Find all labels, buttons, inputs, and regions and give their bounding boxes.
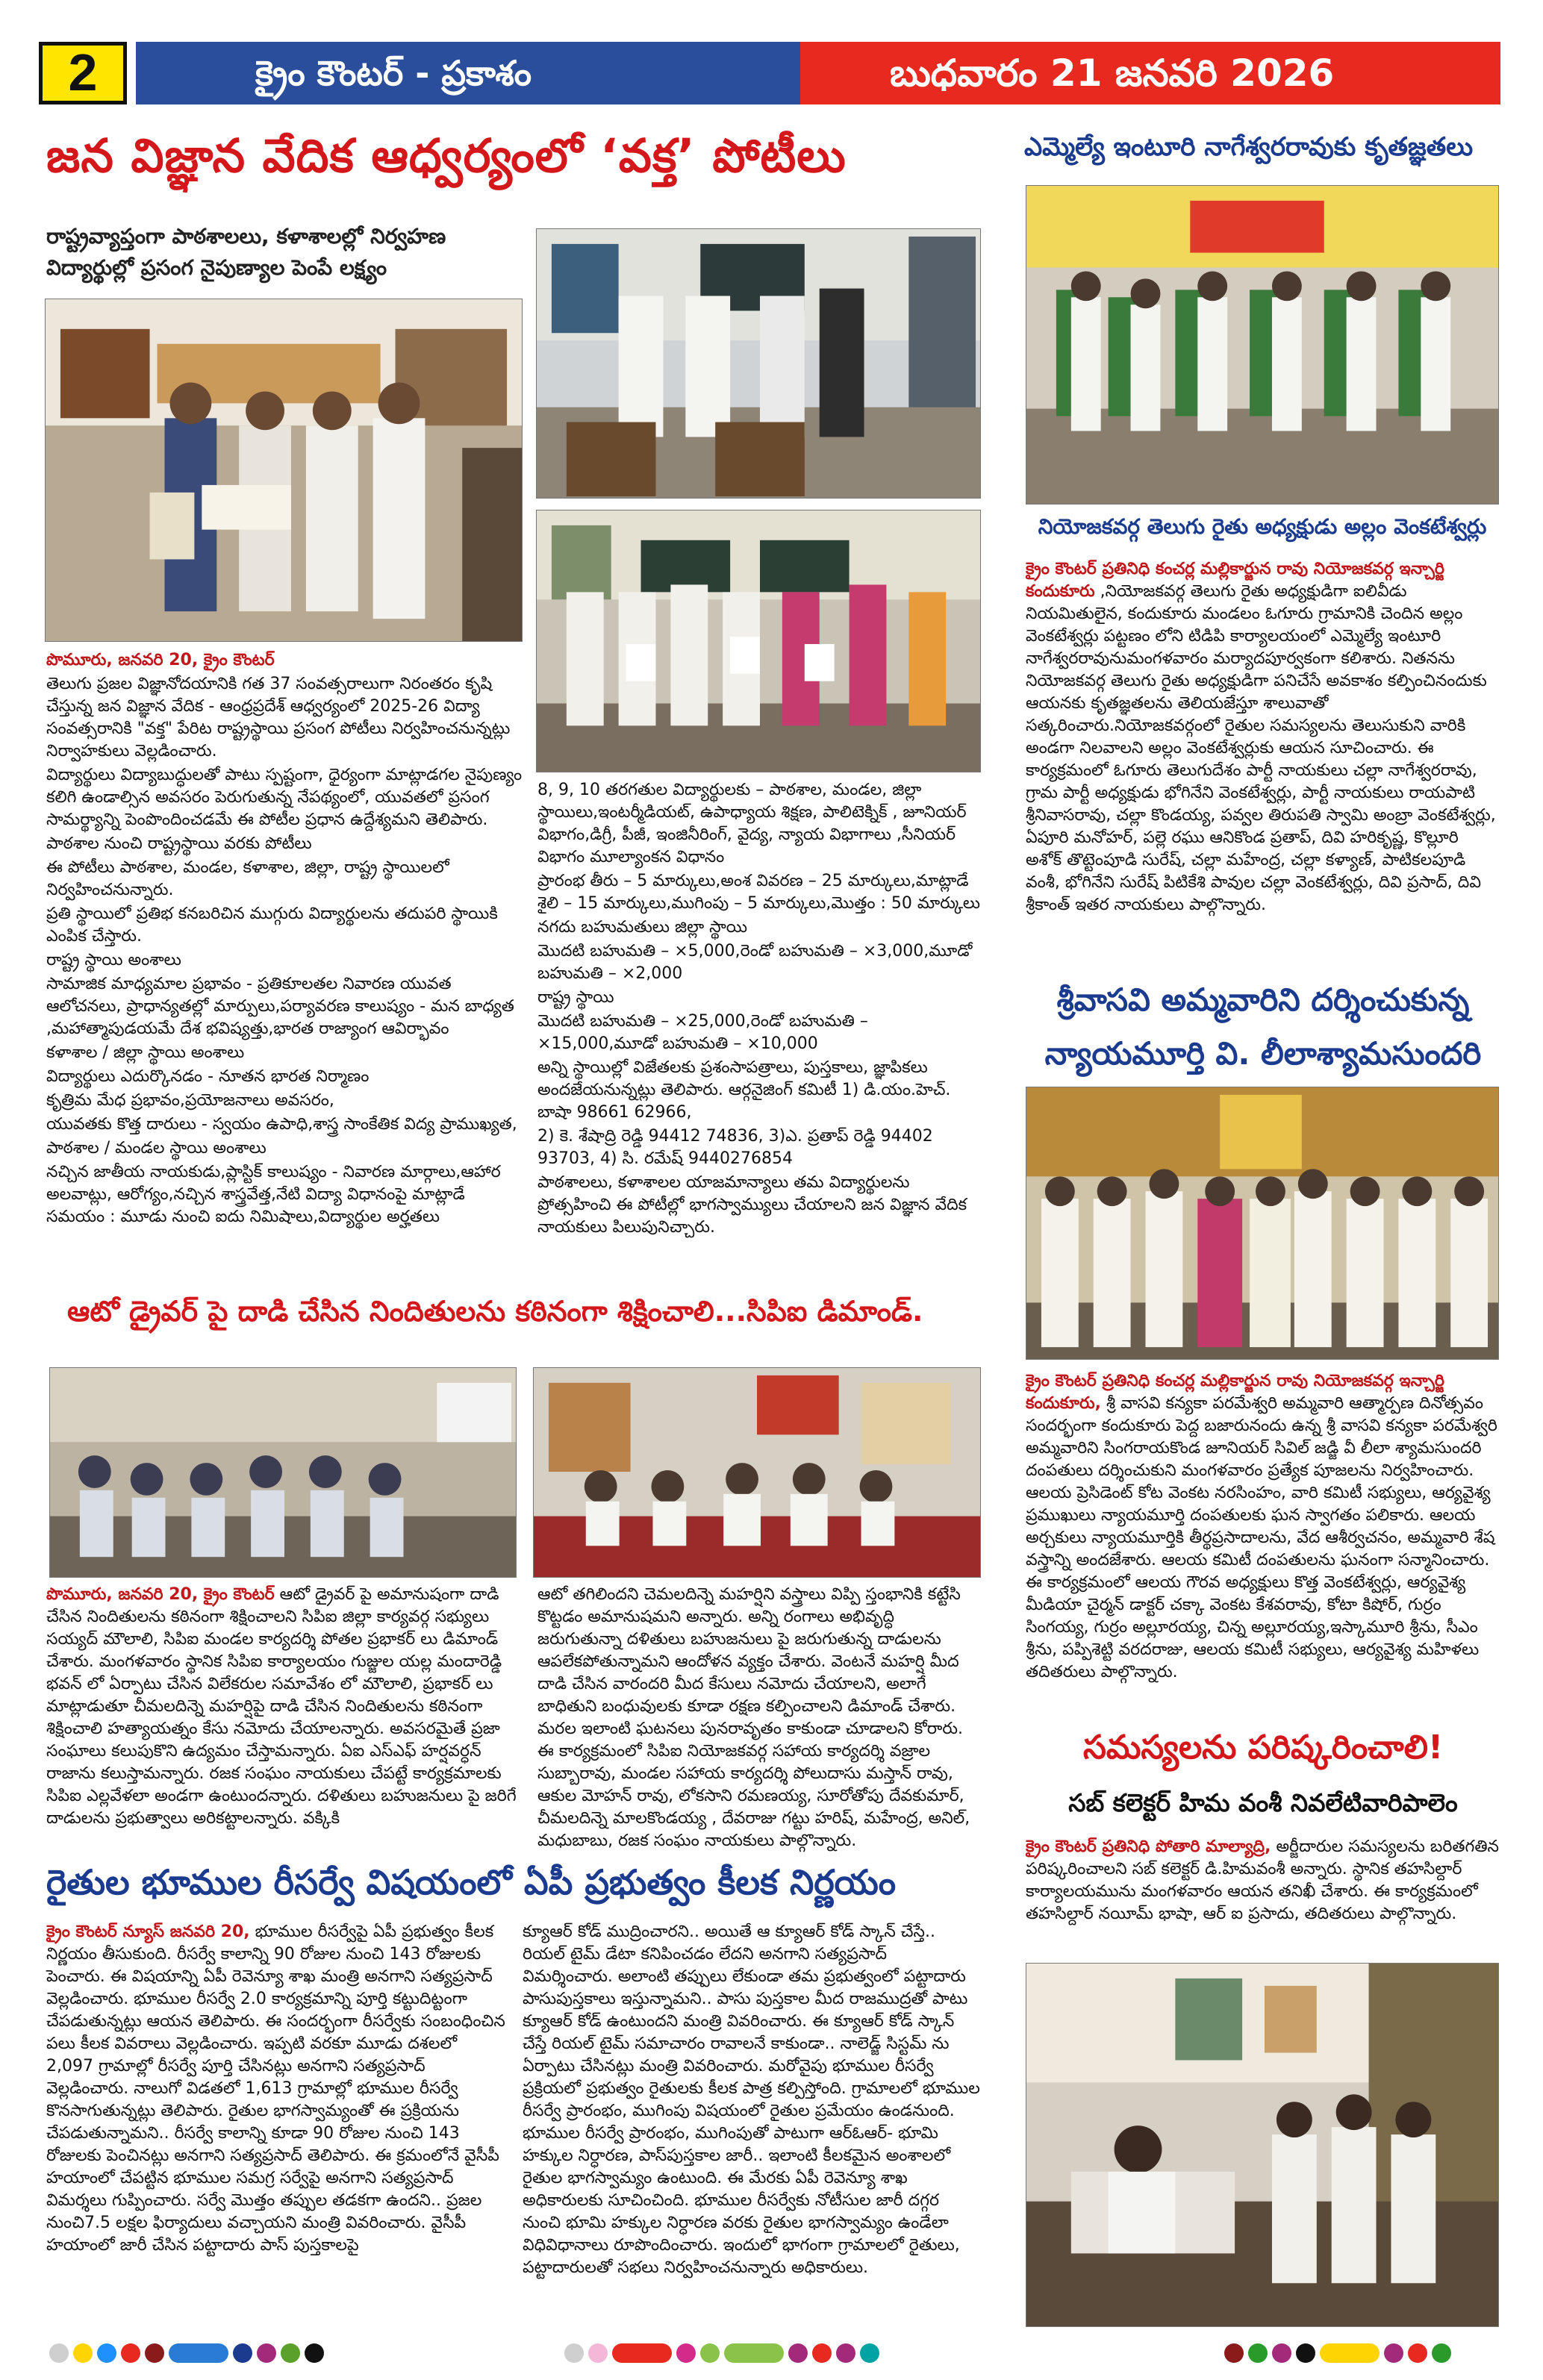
story6-dateline: క్రైం కౌంటర్ ప్రతినిధి పోతారి మాల్యాద్రి, xyxy=(1026,1837,1271,1856)
story5-headline-line-1: శ్రీవాసవి అమ్మవారిని దర్శించుకున్న xyxy=(1056,981,1470,1018)
story2-text-1: ఆటో డ్రైవర్ పై అమానుషంగా దాడి చేసిన నిందితులను కఠినంగా శిక్షించాలని సిపిఐ జిల్లా కార్యవర్గ సభ్యులు సయ్యద్ మౌలాలి, సిపిఐ మండల కార్యదర్శి పోతల ప్రభాకర్ లు డిమాండ్ చేశారు. మంగళవారం స్థానిక సిపిఐ కార్యాలయం గుజ్జుల యల్ల మందారెడ్డి భవన్ లో ఏర్పాటు చేసిన విలేకరుల సమావేశం లో మౌలాలి, ప్రభాకర్ లు మాట్లాడుతూ చీమలదిన్నె మహర్షిపై దాడి చేసిన నిందితులను కఠినంగా శిక్షించాలి హత్యాయత్నం కేసు నమోదు చేయాలన్నారు. అవసరమైతే ప్రజా సంఘాలు కలుపుకొని ఉద్యమం చేస్తామన్నారు. ఏఐ ఎస్ఎఫ్ హర్షవర్ధన్ రాజాను కలుస్తామన్నారు. రజక సంఘం నాయకులు చేపట్టే కార్యక్రమాలకు సిపిఐ ఎల్లవేళలా అండగా ఉంటుందన్నారు. దళితులు బహుజనులు పై జరిగే దాడులను ప్రభుత్వాలు అరికట్టాలన్నారు. వక్కికి xyxy=(46,1585,517,1828)
story1-subhead-1: రాష్ట్రవ్యాప్తంగా పాఠశాలలు, కళాశాలల్లో నిర్వహణ xyxy=(46,224,446,249)
story1-paragraph: నచ్చిన జాతీయ నాయకుడు,ప్లాస్టిక్ కాలుష్యం - నివారణ మార్గాలు,ఆహార అలవాట్లు, ఆరోగ్యం,నచ్చిన శాస్త్రవేత్త,నేటి విద్యా విధానంపై మాట్లాడే సమయం : మూడు నుంచి ఐదు నిమిషాలు,విద్యార్థుల అర్హతలు xyxy=(46,1163,501,1226)
story1-column-2 xyxy=(537,779,981,1240)
story3-headline: రైతుల భూముల రీసర్వే విషయంలో ఏపీ ప్రభుత్వం కీలక నిర్ణయం xyxy=(46,1862,897,1902)
story1-paragraph: సామాజిక మాధ్యమాల ప్రభావం - ప్రతికూలతల నివారణ యువత ఆలోచనలు, ప్రాధాన్యతల్లో మార్పులు,పర్యావరణ కాలుష్యం - మన బాధ్యత ,మహాత్మాపుడయమే దేశ భవిష్యత్తు,భారత రాజ్యాంగ ఆవిర్భావం xyxy=(46,975,514,1038)
story6-body xyxy=(1026,1836,1499,1925)
footer-dots-right xyxy=(1224,2343,1538,2363)
story4-dateline: క్రైం కౌంటర్ ప్రతినిధి కంచర్ల మల్లికార్జున రావు నియోజకవర్గ ఇన్చార్జి కందుకూరు xyxy=(1026,560,1444,601)
story1-paragraph: విద్యార్థులు విద్యాబుద్ధులతో పాటు స్పష్టంగా, ధైర్యంగా మాట్లాడగల నైపుణ్యం కలిగి ఉండాల్సిన అవసరం పెరుగుతున్న నేపథ్యంలో, యువతలో ప్రసంగ సామర్థ్యాన్ని పెంపొందించడమే ఈ పోటీల ప్రధాన ఉద్దేశ్యమని తెలిపారు. xyxy=(46,766,523,829)
footer-dots-middle xyxy=(564,2343,1012,2363)
story3-column-2 xyxy=(523,1921,981,2279)
story1-column-1 xyxy=(46,649,523,1230)
story1-paragraph: 2) కె. శేషాద్రి రెడ్డి 94412 74836, 3)ఎ. ప్రతాప్ రెడ్డి 94402 93703, 4) సి. రమేష్ 9440276854 xyxy=(537,1127,933,1168)
story1-paragraph: ప్రతి స్థాయిలో ప్రతిభ కనబరిచిన ముగ్గురు విద్యార్థులను తదుపరి స్థాయికి ఎంపిక చేస్తారు. xyxy=(46,905,498,946)
story4-body xyxy=(1026,558,1499,916)
story5-text: శ్రీ వాసవి కన్యకా పరమేశ్వరి అమ్మవారి ఆత్మార్పణ దినోత్సవం సందర్భంగా కందుకూరు పెద్ద బజారునందు ఉన్న శ్రీ వాసవి కన్యకా పరమేశ్వరి అమ్మవారిని సింగరాయకొండ జూనియర్ సివిల్ జడ్జి వీ లీలా శ్యామసుందరి దంపతులు దర్శించుకుని మంగళవారం ప్రత్యేక పూజలను నిర్వహించారు. ఆలయ ప్రెసిడెంట్ కోట వెంకట నరసింహం, వారి కమిటీ సభ్యులు, ఆర్యవైశ్య ప్రముఖులు న్యాయమూర్తి దంపతులకు ఘన స్వాగతం పలికారు. ఆలయ అర్చకులు న్యాయమూర్తికి తీర్థప్రసాదాలను, వేద ఆశీర్వచనం, అమ్మవారి శేష వస్త్రాన్ని అందజేశారు. ఆలయ కమిటీ దంపతులను ఘనంగా సన్మానించారు. ఈ కార్యక్రమంలో ఆలయ గౌరవ అధ్యక్షులు కొత్త వెంకటేశ్వర్లు, ఆర్యవైశ్య మీడియా చైర్మన్ డాక్టర్ చక్కా వెంకట కేశవరావు, కోటా కిషోర్, గుర్రం సింగయ్య, గుర్రం అల్లూరయ్య, చిన్న అల్లూరయ్య,ఇస్కామూరి శ్రీను, సీఎం శ్రీను, పప్పిశెట్టి వరదరాజు, ఆలయ కమిటీ సభ్యులు, ఆర్యవైశ్య మహిళలు తదితరులు పాల్గొన్నారు. xyxy=(1026,1394,1497,1681)
story3-text-2: క్యూఆర్ కోడ్ ముద్రించారని.. అయితే ఆ క్యూఆర్ కోడ్ స్కాన్ చేస్తే.. రియల్ టైమ్ డేటా కనిపించడం లేదని అనగాని సత్యప్రసాద్ విమర్శించారు. అలాంటి తప్పులు లేకుండా తమ ప్రభుత్వంలో పట్టాదారు పాసుపుస్తకాలు ఇస్తున్నామని.. పాసు పుస్తకాల మీద రాజముద్రతో పాటు క్యూఆర్ కోడ్ ఉంటుందని మంత్రి వివరించారు. ఈ క్యూఆర్ కోడ్ స్కాన్ చేస్తే రియల్ టైమ్ సమాచారం రావాలనే కాకుండా.. నాలెడ్జ్ సిస్టమ్ ను ఏర్పాటు చేసినట్లు మంత్రి వివరించారు. మరోవైపు భూముల రీసర్వే ప్రక్రియలో ప్రభుత్వం రైతులకు కీలక పాత్ర కల్పిస్తోంది. గ్రామాలలో భూముల రీసర్వే ప్రారంభం, ముగింపు విషయంలో రైతుల ప్రమేయం ఉండనుంది. భూముల రీసర్వే ప్రారంభం, ముగింపుతో పాటుగా ఆర్ఓఆర్- భూమి హక్కుల నిర్ధారణ, పాస్‌పుస్తకాల జారీ.. ఇలాంటి కీలకమైన అంశాలలో రైతుల భాగస్వామ్యం ఉంటుంది. ఈ మేరకు ఏపీ రెవెన్యూ శాఖ అధికారులకు సూచించింది. భూముల రీసర్వేకు నోటీసుల జారీ దగ్గర నుంచి భూమి హక్కుల నిర్ధారణ వరకు రైతుల భాగస్వామ్యం ఉండేలా విధివిధానాలు రూపొందించారు. ఇందులో భాగంగా గ్రామాలలో రైతులు, పట్టాదారులతో సభలు నిర్వహించనున్నారు అధికారులు. xyxy=(523,1923,980,2277)
story2-dateline: పొమూరు, జనవరి 20, క్రైం కౌంటర్ xyxy=(46,1585,275,1604)
story1-paragraph: అన్ని స్థాయిల్లో విజేతలకు ప్రశంసాపత్రాలు, పుస్తకాలు, జ్ఞాపికలు అందజేయనున్నట్లు తెలిపారు. ఆర్గనైజింగ్ కమిటీ 1) డి.యం.హెచ్. బాషా 98661 62966, xyxy=(537,1058,951,1122)
story1-photo-office xyxy=(45,299,523,642)
story5-photo-temple xyxy=(1026,1087,1499,1360)
story5-headline-line-2: న్యాయమూర్తి వి. లీలాశ్యామసుందరి xyxy=(1044,1035,1482,1072)
story1-subhead-2: విద్యార్థుల్లో ప్రసంగ నైపుణ్యాల పెంపే లక్ష్యం xyxy=(46,255,387,280)
story4-text: ,నియోజకవర్గ తెలుగు రైతు అధ్యక్షుడిగా ఐలివీడు నియమితులైన, కందుకూరు మండలం ఓగూరు గ్రామానికి చెందిన అల్లం వెంకటేశ్వర్లు పట్టణం లోని టిడిపి కార్యాలయంలో ఎమ్మెల్యే ఇంటూరి నాగేశ్వరరావునుమంగళవారం మర్యాదపూర్వకంగా కలిశారు. నితనను నియోజకవర్గ తెలుగు రైతు అధ్యక్షుడిగా పనిచేసే అవకాశం కల్పించినందుకు ఆయనకు కృతజ్ఞతలను తెలియజేస్తూ శాలువాతో సత్కరించారు.నియోజకవర్గంలో రైతుల సమస్యలను తెలుసుకుని వారికి అండగా నిలవాలని అల్లం వెంకటేశ్వర్లుకు ఆయన సూచించారు. ఈ కార్యక్రమంలో ఓగూరు తెలుగుదేశం పార్టీ నాయకులు చల్లా నాగేశ్వరరావు, గ్రామ పార్టీ అధ్యక్షుడు భోగినేని వెంకటేశ్వర్లు, పార్టీ నాయకులు రాయపాటి శ్రీనివాసరావు, చల్లా కొండయ్య, పవ్వల తిరుపతి స్వామి అంబ్రా వెంకటేశ్వర్లు, ఏపూరి మనోహర్, పల్లె రఘు ఆనికొండ ప్రతాప్, దివి హరికృష్ణ, కొల్లూరి అశోక్ తొట్టెంపూడి సురేష్, చల్లా మహేంద్ర, చల్లా కళ్యాణ్, పాటికలపూడి వంశీ, భోగినేని సురేష్ పిటికేశి పావుల చల్లా వెంకటేశ్వర్లు, దివి ప్రసాద్, దివి శ్రీకాంత్ ఇతర నాయకులు పాల్గొన్నారు. xyxy=(1026,582,1496,914)
story5-body xyxy=(1026,1370,1499,1684)
section-title: క్రైం కౌంటర్ - ప్రకాశం xyxy=(136,42,800,104)
story3-dateline: క్రైం కౌంటర్ న్యూస్ జనవరి 20, xyxy=(46,1923,250,1941)
story1-paragraph: రాష్ట్ర స్థాయి xyxy=(537,988,614,1007)
footer-dots-left xyxy=(49,2343,497,2363)
story2-headline: ఆటో డ్రైవర్ పై దాడి చేసిన నిందితులను కఠినంగా శిక్షించాలి...సిపిఐ డిమాండ్. xyxy=(67,1295,923,1328)
story1-paragraph: కళాశాల / జిల్లా స్థాయి అంశాలు xyxy=(46,1043,245,1062)
story1-paragraph: కృత్రిమ మేధ ప్రభావం,ప్రయోజనాలు అవసరం, xyxy=(46,1091,334,1110)
story5-headline xyxy=(1024,973,1502,1081)
story1-paragraph: యువతకు కొత్త దారులు - స్వయం ఉపాధి,శాస్త్ర సాంకేతిక విద్య ప్రాముఖ్యత, xyxy=(46,1115,517,1134)
story3-column-1 xyxy=(46,1921,509,2257)
story2-column-1 xyxy=(46,1584,521,1830)
story1-paragraph: తెలుగు ప్రజల విజ్ఞానోదయానికి గత 37 సంవత్సరాలుగా నిరంతరం కృషి చేస్తున్న జన విజ్ఞాన వేదిక - ఆంధ్రప్రదేశ్ ఆధ్వర్యంలో 2025-26 విద్యా సంవత్సరానికి "వక్త" పేరిట రాష్ట్రస్థాయి ప్రసంగ పోటీలు నిర్వహించనున్నట్లు నిర్వాహకులు వెల్లడించారు. xyxy=(46,675,511,760)
story3-text-1: భూముల రీసర్వేపై ఏపీ ప్రభుత్వం కీలక నిర్ణయం తీసుకుంది. రీసర్వే కాలాన్ని 90 రోజుల నుంచి 143 రోజులకు పెంచారు. ఈ విషయాన్ని ఏపీ రెవెన్యూ శాఖ మంత్రి అనగాని సత్యప్రసాద్ వెల్లడించారు. భూముల రీసర్వే 2.0 కార్యక్రమాన్ని పూర్తి కట్టుదిట్టంగా చేపడుతున్నట్లు ఆయన తెలిపారు. ఈ సందర్భంగా రీసర్వేకు సంబంధించిన పలు కీలక వివరాలు వెల్లడించారు. ఇప్పటి వరకూ మూడు దశలలో 2,097 గ్రామాల్లో రీసర్వే పూర్తి చేసినట్లు అనగాని సత్యప్రసాద్ వెల్లడించారు. నాలుగో విడతలో 1,613 గ్రామాల్లో భూముల రీసర్వే కొనసాగుతున్నట్లు తెలిపారు. రైతుల భాగస్వామ్యంతో ఈ ప్రక్రియను చేపడుతున్నామని.. రీసర్వే కాలాన్ని కూడా 90 రోజుల నుంచి 143 రోజులకు పెంచినట్లు అనగాని సత్యప్రసాద్ తెలిపారు. ఈ క్రమంలోనే వైసీపీ హయాంలో చేపట్టిన భూముల సమగ్ర సర్వేపై అనగాని సత్యప్రసాద్ విమర్శలు గుప్పించారు. సర్వే మొత్తం తప్పుల తడకగా ఉందని.. ప్రజల నుంచి7.5 లక్షల ఫిర్యాదులు వచ్చాయని మంత్రి వివరించారు. వైసీపీ హయాంలో జారీ చేసిన పట్టాదారు పాస్ పుస్తకాలపై xyxy=(46,1923,505,2255)
page-number: 2 xyxy=(39,42,127,104)
issue-date: బుధవారం 21 జనవరి 2026 xyxy=(800,42,1500,104)
story1-paragraph: మొదటి బహుమతి – ×5,000,రెండో బహుమతి – ×3,000,మూడో బహుమతి – ×2,000 xyxy=(537,942,973,983)
story1-paragraph: పాఠశాలలు, కళాశాలల యాజమాన్యాలు తమ విద్యార్థులను ప్రోత్సహించి ఈ పోటీల్లో భాగస్వామ్యులు చేయాలని జన విజ్ఞాన వేదిక నాయకులు పిలుపునిచ్చారు. xyxy=(537,1173,967,1237)
story1-paragraph: పాఠశాల నుంచి రాష్ట్రస్థాయి వరకు పోటీలు xyxy=(46,834,312,853)
story1-paragraph: పాఠశాల / మండల స్థాయి అంశాలు xyxy=(46,1139,266,1158)
story6-text: అర్జీదారుల సమస్యలను బరితగతిన పరిష్కరించాలని సబ్ కలెక్టర్ డి.హిమవంశీ అన్నారు. స్థానిక తహసిల్దార్ కార్యాలయమును మంగళవారం ఆయన తనిఖీ చేశారు. ఈ కార్యక్రమంలో తహసిల్దార్ నయీమ్ భాషా, ఆర్ ఐ ప్రసాదు, తదితరులు పాల్గొన్నారు. xyxy=(1026,1837,1499,1923)
story1-dateline: పొమూరు, జనవరి 20, క్రైం కౌంటర్ xyxy=(46,651,275,669)
story1-photo-group xyxy=(536,510,981,772)
story4-photo-mla-meeting xyxy=(1026,185,1499,505)
story6-subhead: సబ్ కలెక్టర్ హిమ వంశీ నివలేటివారిపాలెం xyxy=(1068,1788,1458,1817)
story2-text-2: ఆటో తగిలిందని చెమలదిన్నె మహర్షిని వస్త్రాలు విప్పి స్తంభానికి కట్టేసి కొట్టడం అమానుషమని అన్నారు. అన్ని రంగాలు అభివృద్ధి జరుగుతున్నా దళితులు బహుజనులు పై జరుగుతున్న దాడులను ఆపలేకపోతున్నామని ఆందోళన వ్యక్తం చేశారు. వెంటనే మహర్షి మీద దాడి చేసిన వారందరి మీద కేసులు నమోదు చేయాలని, అలాగే బాధితుని బంధువులకు కూడా రక్షణ కల్పించాలని డిమాండ్ చేశారు. మరల ఇలాంటి ఘటనలు పునరావృతం కాకుండా చూడాలని కోరారు. ఈ కార్యక్రమంలో సిపిఐ నియోజకవర్గ సహాయ కార్యదర్శి వజ్రాల సుబ్బారావు, మండల సహాయ కార్యదర్శి పోలుదాసు మస్తాన్ రావు, ఆకుల మోహన్ రావు, లోకసాని రమణయ్య, సూరోతోపు దేవకుమార్, చీమలదిన్నె మాలకొండయ్య , దేవరాజు గట్టు హరిష్, మహేంద్ర, అనిల్, మధుబాబు, రజక సంఘం నాయకులు పాల్గొన్నారు. xyxy=(537,1585,970,1850)
story2-photo-meeting-1 xyxy=(49,1367,517,1578)
story2-column-2 xyxy=(537,1584,981,1852)
story1-paragraph: విద్యార్థులు ఎదుర్కొనడం - నూతన భారత నిర్మాణం xyxy=(46,1067,370,1086)
story1-subheads xyxy=(46,221,524,284)
story2-photo-meeting-2 xyxy=(533,1367,981,1578)
story4-headline: ఎమ్మెల్యే ఇంటూరి నాగేశ్వరరావుకు కృతజ్ఞతలు xyxy=(1024,132,1474,162)
story6-headline: సమస్యలను పరిష్కరించాలి! xyxy=(1082,1728,1444,1767)
story5-dateline: క్రైం కౌంటర్ ప్రతినిధి కంచర్ల మల్లికార్జున రావు నియోజకవర్గ ఇన్చార్జి కందుకూరు, xyxy=(1026,1372,1444,1413)
story1-photo-ceremony xyxy=(536,228,981,499)
story1-paragraph: ఈ పోటీలు పాఠశాల, మండల, కళాశాల, జిల్లా, రాష్ట్ర స్థాయిలలో నిర్వహించనున్నారు. xyxy=(46,858,449,899)
story1-paragraph: ప్రారంభ తీరు – 5 మార్కులు,అంశ వివరణ – 25 మార్కులు,మాట్లాడే శైలి – 15 మార్కులు,ముగింపు – 5 మార్కులు,మొత్తం : 50 మార్కులు xyxy=(537,872,981,913)
story1-headline: జన విజ్ఞాన వేదిక ఆధ్వర్యంలో ‘వక్త’ పోటీలు xyxy=(46,128,847,183)
story1-paragraph: నగదు బహుమతులు జిల్లా స్థాయి xyxy=(537,918,748,937)
story1-paragraph: రాష్ట్ర స్థాయి అంశాలు xyxy=(46,951,181,969)
story6-photo-office-inspection xyxy=(1026,1963,1499,2327)
story1-paragraph: మొదటి బహుమతి – ×25,000,రెండో బహుమతి – ×15,000,మూడో బహుమతి – ×10,000 xyxy=(537,1012,868,1053)
story1-paragraph: 8, 9, 10 తరగతుల విద్యార్థులకు – పాఠశాల, మండల, జిల్లా స్థాయిలు,ఇంటర్మీడియట్, ఉపాధ్యాయ శిక్షణ, పాలిటెక్నిక్ , జూనియర్ విభాగం,డిగ్రీ, పీజీ, ఇంజినీరింగ్, వైద్య, న్యాయ విభాగాలు ,సీనియర్ విభాగం మూల్యాంకన విధానం xyxy=(537,781,967,866)
story4-photo-caption: నియోజకవర్గ తెలుగు రైతు అధ్యక్షుడు అల్లం వెంకటేశ్వర్లు xyxy=(1038,514,1487,539)
